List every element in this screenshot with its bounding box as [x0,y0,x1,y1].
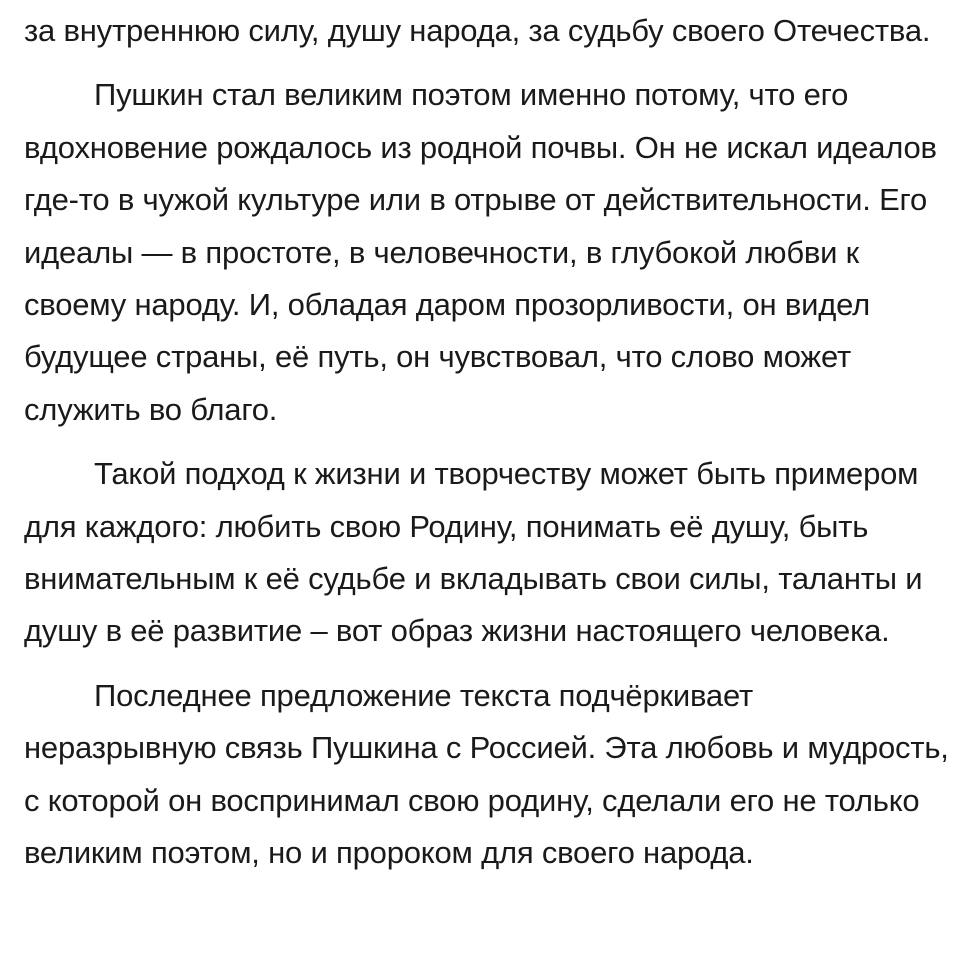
paragraph-example-for-everyone: Такой подход к жизни и творчеству может быть примером для каждого: любить свою Родину, понимать её душу, быть внимательным к её судьбе и вкладывать свои силы, таланты и душу в её развитие – вот образ жизни настоящего человека. [24,456,923,649]
document-page [24,0,949,880]
paragraph-pushkin-inspiration: Пушкин стал великим поэтом именно потому, что его вдохновение рождалось из родной почвы. Он не искал идеалов где-то в чужой культуре или в отрыве от действительности. Его идеалы — в простоте, в человечности, в глубокой любви к своему народу. И, обладая даром прозорливости, он видел будущее страны, её путь, он чувствовал, что слово может служить во благо. [24,77,937,427]
paragraph-last-sentence: Последнее предложение текста подчёркивает неразрывную связь Пушкина с Россией. Эта любовь и мудрость, с которой он воспринимал свою родину, сделали его не только великим поэтом, но и пророком для своего народа. [24,677,949,871]
paragraph-continuation: за внутреннюю силу, душу народа, за судьбу своего Отечества. [24,13,931,48]
